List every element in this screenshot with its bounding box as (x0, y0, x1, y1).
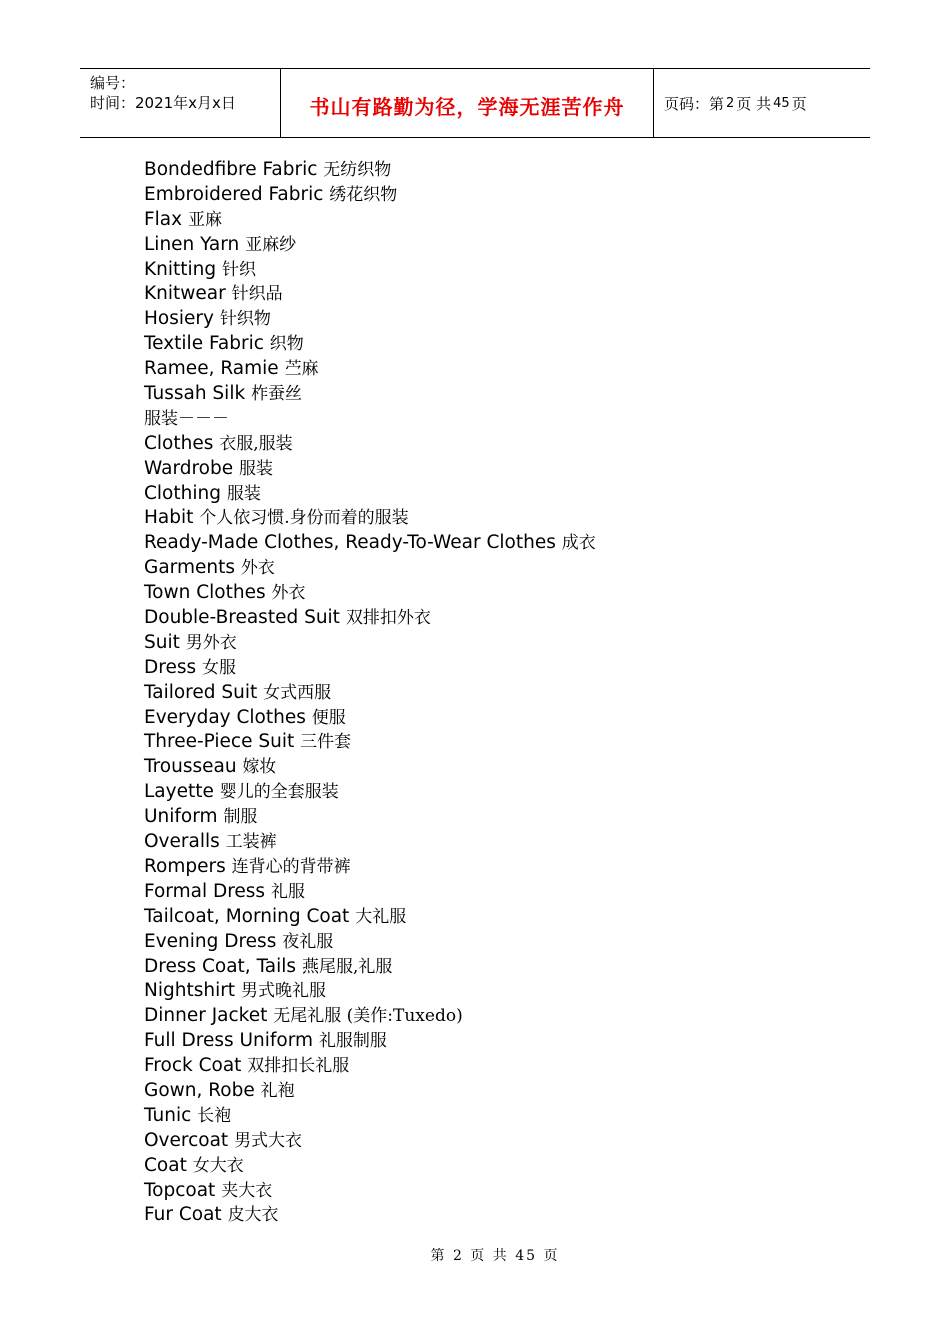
glossary-entry (144, 805, 864, 830)
term-chinese: 婴儿的全套服装 (219, 782, 339, 803)
term-english: Formal Dress (144, 880, 266, 902)
term-english: Trousseau (144, 756, 237, 778)
term-english: Evening Dress (144, 930, 277, 952)
term-english: Layette (144, 781, 214, 803)
glossary-entry (144, 531, 864, 556)
term-chinese: 夜礼服 (282, 931, 334, 952)
term-chinese: 礼服 (270, 881, 305, 902)
glossary-entry (144, 606, 864, 631)
term-chinese: 燕尾服,礼服 (301, 956, 393, 977)
term-english: Bondedfibre Fabric (144, 159, 318, 180)
term-chinese: 礼袍 (260, 1080, 295, 1101)
page-header (80, 68, 870, 138)
glossary-entry (144, 307, 864, 332)
glossary-entry (144, 357, 864, 382)
term-english: Knitting (144, 258, 217, 280)
header-motto-cell (281, 69, 654, 137)
term-chinese: 织物 (269, 334, 304, 355)
glossary-entry (144, 681, 864, 706)
term-chinese: 嫁妆 (242, 757, 277, 778)
glossary-entry (144, 880, 864, 905)
term-chinese: 三件套 (300, 732, 352, 753)
term-chinese: 绣花织物 (329, 184, 398, 205)
glossary-entry (144, 1129, 864, 1154)
glossary-entry (144, 382, 864, 407)
glossary-entry (144, 855, 864, 880)
glossary-entry (144, 258, 864, 283)
glossary-entry (144, 208, 864, 233)
term-chinese: 工装裤 (225, 832, 277, 853)
term-chinese: 无尾礼服 (美作:Tuxedo) (273, 1006, 463, 1027)
glossary-entry (144, 482, 864, 507)
term-english: Tunic (144, 1104, 192, 1126)
term-chinese: 连背心的背带裤 (231, 856, 351, 877)
glossary-list (144, 158, 864, 1228)
term-english: Double-Breasted Suit (144, 607, 340, 629)
term-chinese: 双排扣外衣 (345, 608, 431, 629)
glossary-entry (144, 1179, 864, 1204)
term-english: Flax (144, 208, 183, 230)
term-chinese: 服装 (239, 458, 274, 479)
glossary-entry (144, 706, 864, 731)
motto: 书山有路勤为径，学海无涯苦作舟 (309, 94, 625, 119)
term-chinese: 针织物 (219, 309, 271, 330)
term-english: Three-Piece Suit (144, 731, 295, 753)
glossary-entry (144, 506, 864, 531)
term-english: Overalls (144, 831, 220, 853)
page-total: 45 (773, 95, 790, 111)
glossary-entry (144, 979, 864, 1004)
term-english: Everyday Clothes (144, 706, 306, 728)
term-chinese: 女服 (202, 657, 236, 678)
term-chinese: 男外衣 (185, 632, 237, 653)
glossary-entry (144, 1029, 864, 1054)
glossary-entry (144, 830, 864, 855)
glossary-entry (144, 780, 864, 805)
glossary-entry (144, 1079, 864, 1104)
term-chinese: 大礼服 (355, 906, 407, 927)
term-chinese: 个人依习惯.身份而着的服装 (199, 508, 409, 529)
term-english: Ready-Made Clothes, Ready-To-Wear Clothes (144, 532, 556, 554)
term-chinese: 女式西服 (263, 682, 332, 703)
glossary-entry (144, 755, 864, 780)
page-suffix: 页 (791, 94, 807, 113)
term-english: Linen Yarn (144, 233, 240, 255)
glossary-entry (144, 930, 864, 955)
term-chinese: 外衣 (271, 583, 306, 604)
term-chinese: 女大衣 (192, 1155, 244, 1176)
term-chinese: 亚麻纱 (245, 234, 297, 255)
page-prefix: 页码：第 (664, 94, 725, 113)
header-meta (80, 69, 281, 137)
page-footer: 第 2 页 共 45 页 (430, 1248, 560, 1264)
glossary-entry (144, 556, 864, 581)
term-english: Gown, Robe (144, 1079, 255, 1101)
header-page-info (654, 69, 870, 137)
glossary-entry (144, 1054, 864, 1079)
term-chinese: 双排扣长礼服 (247, 1056, 350, 1077)
glossary-entry (144, 656, 864, 681)
glossary-entry (144, 631, 864, 656)
glossary-entry (144, 1104, 864, 1129)
term-chinese: 针织品 (231, 284, 283, 305)
term-chinese: 柞蚕丝 (251, 384, 303, 405)
term-chinese: 男式晚礼服 (240, 981, 326, 1002)
glossary-entry (144, 407, 864, 432)
term-chinese: 长袍 (197, 1105, 232, 1126)
page-number: 2 (726, 95, 735, 111)
term-english: Ramee, Ramie (144, 358, 279, 380)
term-english: Fur Coat (144, 1204, 222, 1226)
term-chinese: 夹大衣 (221, 1180, 273, 1201)
glossary-entry (144, 233, 864, 258)
time-label: 时间：2021年x月x日 (90, 94, 236, 112)
term-chinese: 苎麻 (284, 359, 319, 380)
glossary-entry (144, 955, 864, 980)
term-chinese: 服装－－－ (144, 408, 229, 429)
term-english: Tailcoat, Morning Coat (144, 905, 350, 927)
glossary-entry (144, 1154, 864, 1179)
term-chinese: 无纺织物 (323, 160, 392, 180)
term-english: Garments (144, 557, 235, 579)
term-english: Coat (144, 1154, 187, 1176)
number-label: 编号： (90, 74, 136, 92)
term-english: Tailored Suit (144, 681, 258, 703)
term-english: Tussah Silk (144, 383, 246, 405)
glossary-entry (144, 1004, 864, 1029)
term-english: Hosiery (144, 308, 214, 330)
term-chinese: 成衣 (561, 533, 596, 554)
term-english: Habit (144, 507, 194, 529)
term-english: Overcoat (144, 1129, 229, 1151)
term-english: Uniform (144, 806, 218, 828)
glossary-entry (144, 282, 864, 307)
glossary-entry (144, 905, 864, 930)
term-chinese: 针织 (222, 259, 257, 280)
term-english: Dinner Jacket (144, 1005, 268, 1027)
term-chinese: 外衣 (240, 558, 275, 579)
term-english: Embroidered Fabric (144, 183, 324, 205)
glossary-entry (144, 432, 864, 457)
term-english: Textile Fabric (144, 333, 264, 355)
term-english: Full Dress Uniform (144, 1030, 314, 1052)
term-chinese: 便服 (311, 707, 346, 728)
term-chinese: 皮大衣 (227, 1205, 279, 1226)
term-chinese: 制服 (223, 807, 258, 828)
term-english: Rompers (144, 855, 226, 877)
glossary-entry (144, 457, 864, 482)
glossary-entry (144, 730, 864, 755)
term-english: Dress Coat, Tails (144, 955, 297, 977)
term-english: Wardrobe (144, 457, 234, 479)
term-english: Knitwear (144, 283, 226, 305)
term-english: Clothing (144, 482, 221, 504)
term-english: Town Clothes (144, 582, 266, 604)
term-english: Nightshirt (144, 980, 236, 1002)
page-mid: 页 共 (736, 94, 772, 113)
term-english: Frock Coat (144, 1055, 242, 1077)
term-english: Suit (144, 631, 180, 653)
term-chinese: 亚麻 (187, 209, 222, 230)
term-chinese: 服装 (226, 483, 261, 504)
term-english: Topcoat (144, 1179, 216, 1201)
term-chinese: 男式大衣 (234, 1130, 303, 1151)
term-english: Clothes (144, 432, 214, 454)
glossary-entry (144, 183, 864, 208)
glossary-entry (144, 1203, 864, 1228)
term-chinese: 礼服制服 (318, 1031, 387, 1052)
glossary-entry (144, 581, 864, 606)
glossary-entry (144, 158, 864, 183)
term-english: Dress (144, 656, 197, 678)
term-chinese: 衣服,服装 (219, 433, 293, 454)
glossary-entry (144, 332, 864, 357)
